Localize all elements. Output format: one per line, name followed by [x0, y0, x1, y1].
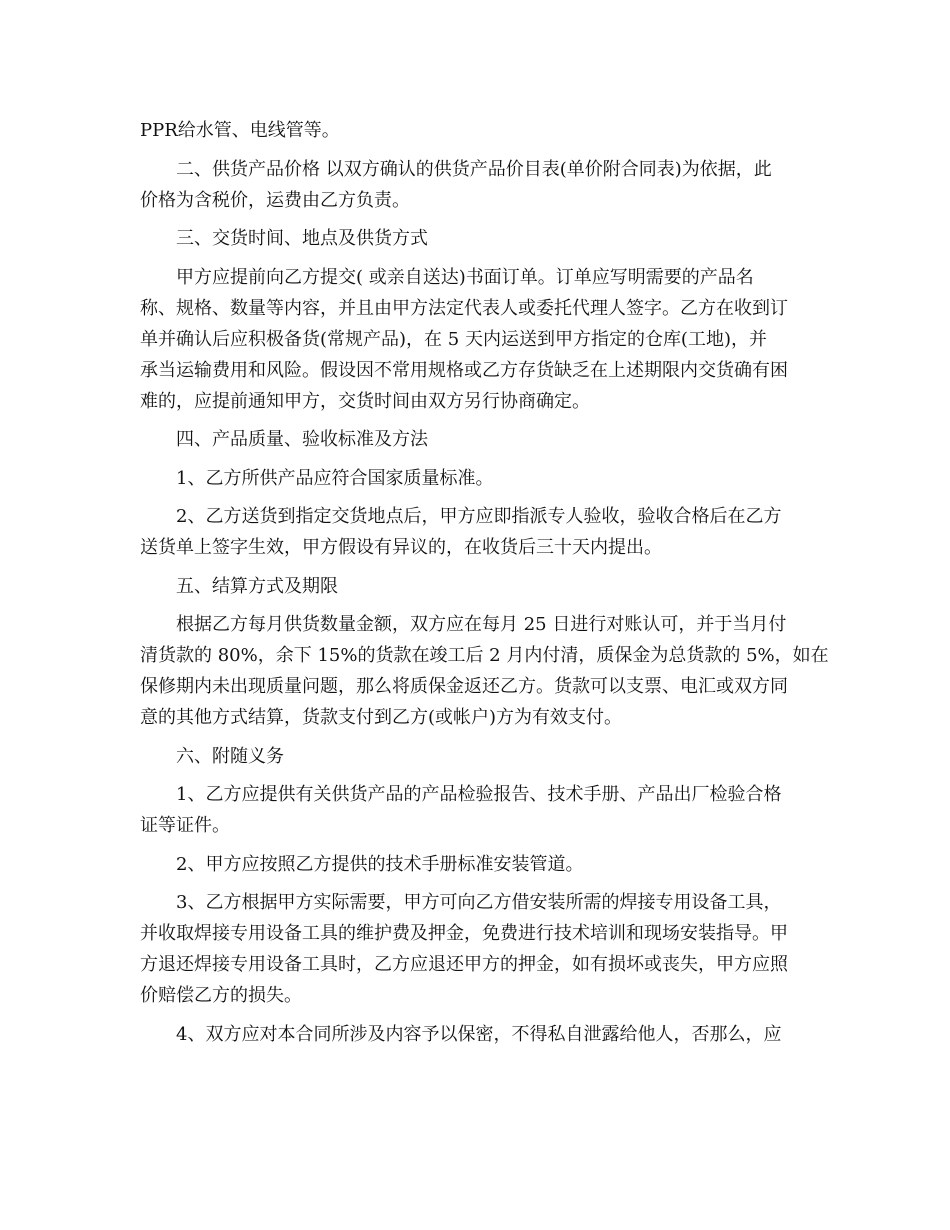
- paragraph-line: 甲方应提前向乙方提交( 或亲自送达)书面订单。订单应写明需要的产品名: [176, 266, 754, 288]
- paragraph: [140, 571, 812, 602]
- paragraph-line: PPR给水管、电线管等。: [140, 120, 340, 141]
- paragraph: [140, 887, 812, 1011]
- paragraph: [140, 1019, 812, 1050]
- paragraph: [140, 115, 812, 146]
- paragraph-line: 保修期内未出现质量问题，那么将质保金返还乙方。货款可以支票、电汇或双方同: [140, 676, 788, 697]
- paragraph: [140, 223, 812, 254]
- paragraph: [140, 463, 812, 494]
- paragraph-line: 2、甲方应按照乙方提供的技术手册标准安装管道。: [176, 853, 584, 875]
- paragraph-line: 4、双方应对本合同所涉及内容予以保密，不得私自泄露给他人，否那么，应: [176, 1023, 782, 1045]
- paragraph-line: 三、交货时间、地点及供货方式: [176, 228, 428, 249]
- paragraph-line: 1、乙方所供产品应符合国家质量标准。: [176, 467, 494, 489]
- paragraph-line: 清货款的 80%，余下 15%的货款在竣工后 2 月内付清，质保金为总货款的 5%，如在: [140, 645, 829, 666]
- paragraph-line: 证等证件。: [140, 815, 230, 836]
- paragraph-line: 五、结算方式及期限: [176, 575, 338, 597]
- paragraph-line: 3、乙方根据甲方实际需要，甲方可向乙方借安装所需的焊接专用设备工具，: [176, 892, 782, 913]
- paragraph: [140, 609, 829, 733]
- paragraph-line: 六、附随义务: [176, 745, 284, 767]
- paragraph-line: 2、乙方送货到指定交货地点后，甲方应即指派专人验收，验收合格后在乙方: [176, 506, 782, 527]
- paragraph: [140, 849, 812, 880]
- paragraph: [140, 501, 812, 563]
- paragraph-line: 方退还焊接专用设备工具时，乙方应退还甲方的押金，如有损坏或丧失，甲方应照: [140, 954, 788, 975]
- paragraph-line: 二、供货产品价格 以双方确认的供货产品价目表(单价附合同表)为依据，此: [176, 158, 772, 180]
- paragraph-line: 单并确认后应积极备货(常规产品)，在 5 天内运送到甲方指定的仓库(工地)，并: [140, 328, 767, 350]
- paragraph-line: 难的，应提前通知甲方，交货时间由双方另行协商确定。: [140, 390, 590, 412]
- paragraph-line: 意的其他方式结算，货款支付到乙方(或帐户)方为有效支付。: [140, 707, 623, 728]
- document-page: [140, 115, 829, 1057]
- paragraph: [140, 262, 812, 417]
- paragraph: [140, 154, 812, 216]
- paragraph-line: 并收取焊接专用设备工具的维护费及押金，免费进行技术培训和现场安装指导。甲: [140, 923, 788, 944]
- paragraph-line: 承当运输费用和风险。假设因不常用规格或乙方存货缺乏在上述期限内交货确有困: [140, 359, 788, 381]
- paragraph-line: 送货单上签字生效，甲方假设有异议的，在收货后三十天内提出。: [140, 537, 662, 558]
- paragraph-line: 根据乙方每月供货数量金额，双方应在每月 25 日进行对账认可，并于当月付: [176, 614, 787, 635]
- paragraph: [140, 424, 812, 455]
- paragraph-line: 四、产品质量、验收标准及方法: [176, 429, 428, 450]
- paragraph-line: 称、规格、数量等内容，并且由甲方法定代表人或委托代理人签字。乙方在收到订: [140, 297, 788, 319]
- paragraph-line: 价赔偿乙方的损失。: [140, 985, 302, 1006]
- paragraph: [140, 779, 812, 841]
- paragraph-line: 价格为含税价，运费由乙方负责。: [140, 189, 410, 211]
- paragraph: [140, 741, 812, 772]
- paragraph-line: 1、乙方应提供有关供货产品的产品检验报告、技术手册、产品出厂检验合格: [176, 784, 782, 805]
